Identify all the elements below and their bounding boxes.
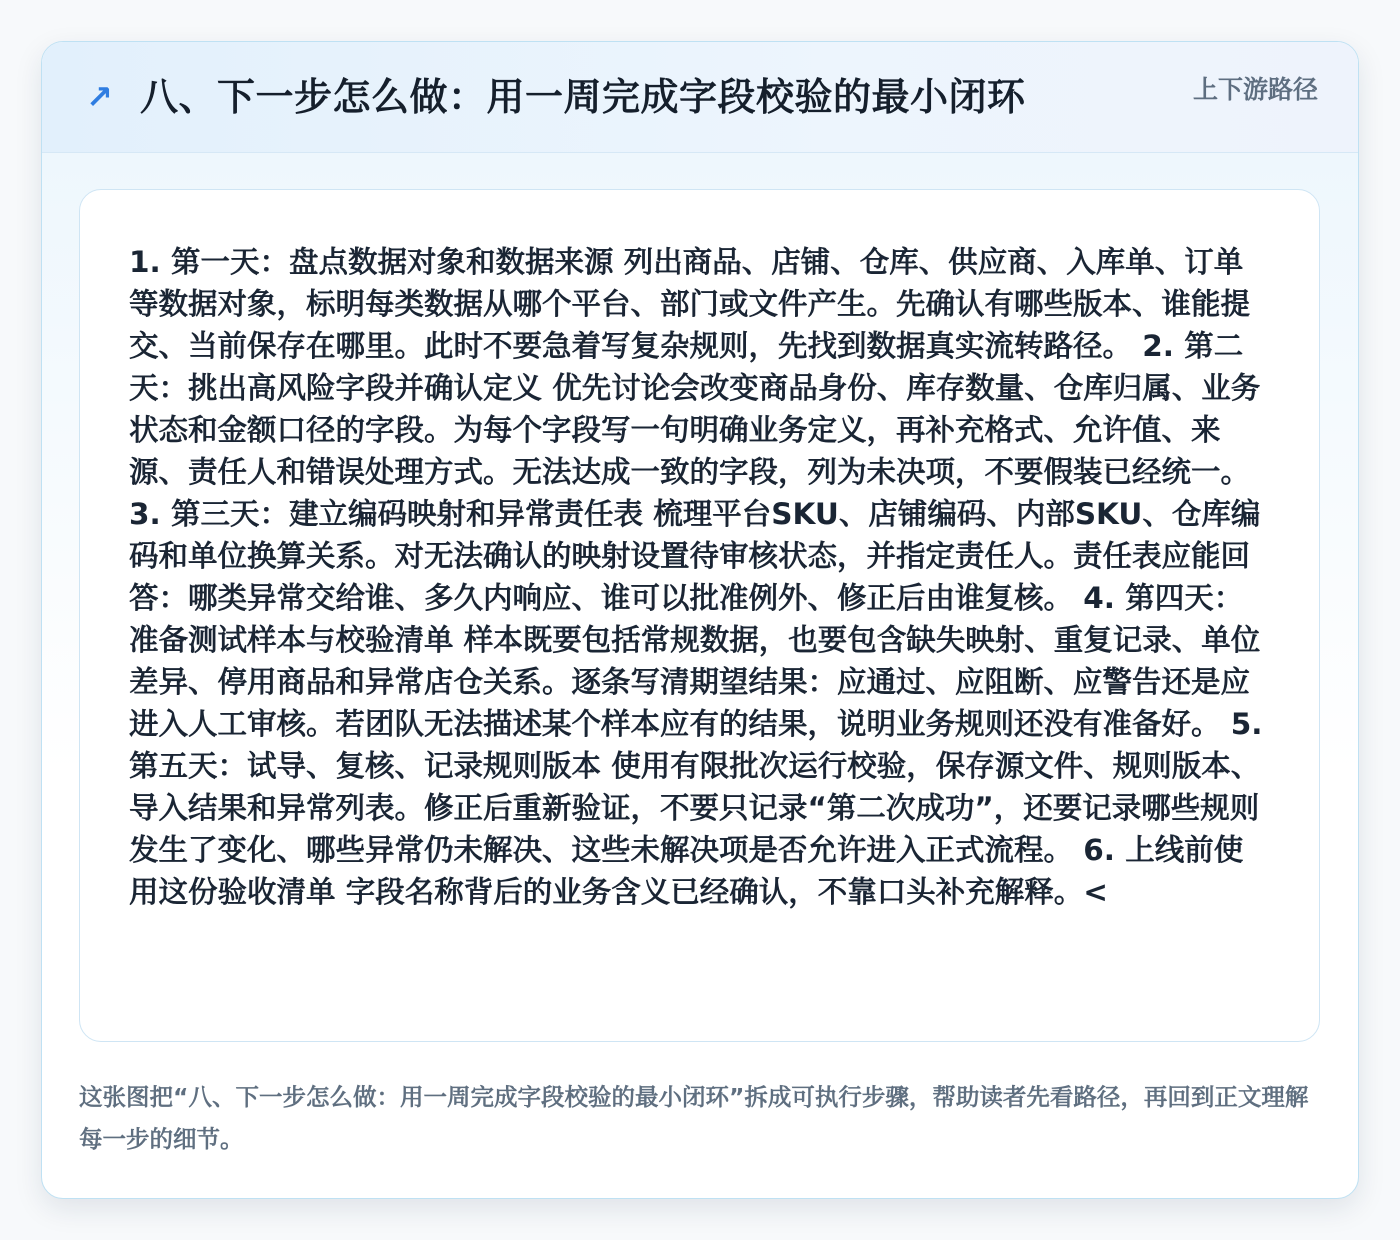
card-header [42,42,1358,153]
figure-caption: 这张图把“八、下一步怎么做：用一周完成字段校验的最小闭环”拆成可执行步骤，帮助读者先看路径，再回到正文理解每一步的细节。 [79,1083,1309,1153]
article-card [41,41,1359,1199]
steps-panel [79,189,1320,1042]
steps-text: 1. 第一天：盘点数据对象和数据来源 列出商品、店铺、仓库、供应商、入库单、订单等数据对象，标明每类数据从哪个平台、部门或文件产生。先确认有哪些版本、谁能提交、当前保存在哪里。此时不要急着写复杂规则，先找到数据真实流转路径。 2. 第二天：挑出高风险字段并确认定义 优先讨论会改变商品身份、库存数量、仓库归属、业务状态和金额口径的字段。为每个字段写一句明确业务定义，再补充格式、允许值、来源、责任人和错误处理方式。无法达成一致的字段，列为未决项，不要假装已经统一。 3. 第三天：建立编码映射和异常责任表 梳理平台SKU、店铺编码、内部SKU、仓库编码和单位换算关系。对无法确认的映射设置待审核状态，并指定责任人。责任表应能回答：哪类异常交给谁、多久内响应、谁可以批准例外、修正后由谁复核。 4. 第四天：准备测试样本与校验清单 样本既要包括常规数据，也要包含缺失映射、重复记录、单位差异、停用商品和异常店仓关系。逐条写清期望结果：应通过、应阻断、应警告还是应进入人工审核。若团队无法描述某个样本应有的结果，说明业务规则还没有准备好。 5. 第五天：试导、复核、记录规则版本 使用有限批次运行校验，保存源文件、规则版本、导入结果和异常列表。修正后重新验证，不要只记录“第二次成功”，还要记录哪些规则发生了变化、哪些异常仍未解决、这些未解决项是否允许进入正式流程。 6. 上线前使用这份验收清单 字段名称背后的业务含义已经确认，不靠口头补充解释。< [129,245,1263,909]
trend-arrow-icon: ↗ [86,78,113,116]
section-tag: 上下游路径 [1192,75,1318,104]
section-title: 八、下一步怎么做：用一周完成字段校验的最小闭环 [140,75,1026,119]
